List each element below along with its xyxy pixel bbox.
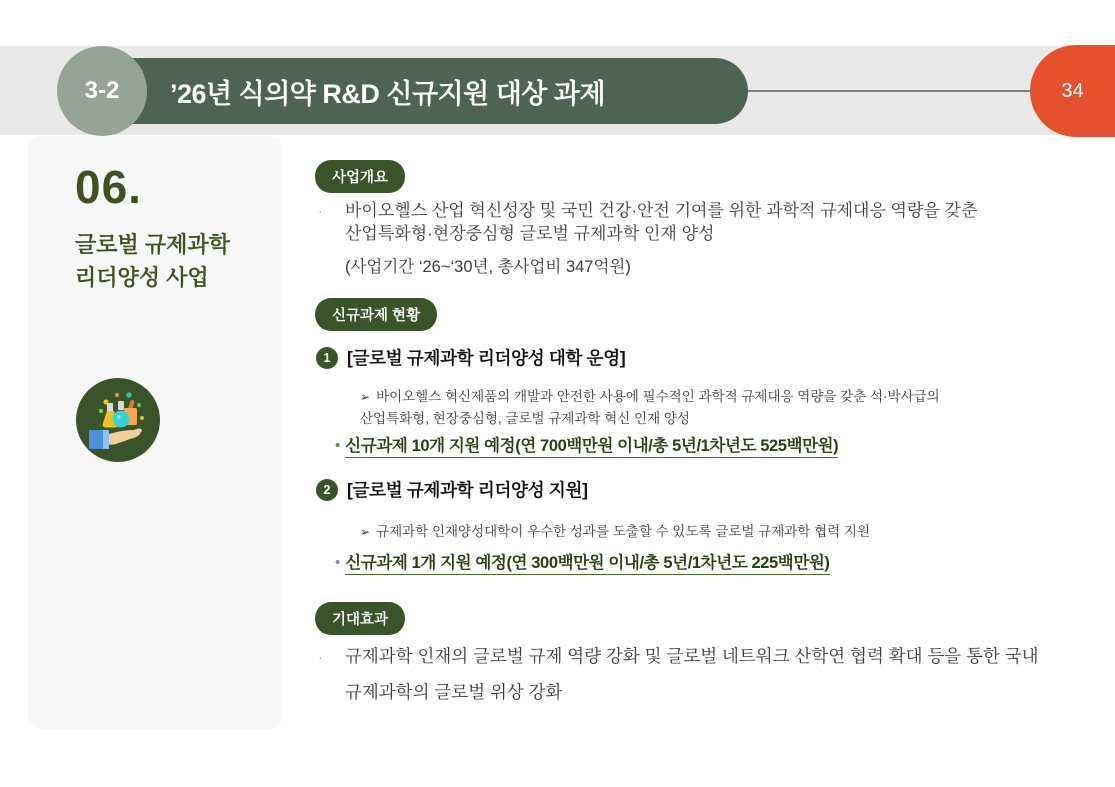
item-number-circle: 2 [316, 479, 338, 501]
project-item-1-detail [360, 386, 1008, 429]
slide-title: ’26년 식의약 R&D 신규지원 대상 과제 [170, 78, 606, 109]
header-connector-line [743, 90, 1033, 92]
bullet-dot: · [318, 203, 323, 219]
program-title [75, 228, 230, 294]
overview-paragraph [318, 199, 1057, 245]
expected-effects-paragraph [318, 638, 1077, 710]
item-title: [글로벌 규제과학 리더양성 지원] [347, 480, 588, 500]
program-index: 06. [75, 161, 142, 213]
detail-text: 규제과학 인재양성대학이 우수한 성과를 도출할 수 있도록 글로벌 규제과학 협력 지원 [376, 524, 871, 539]
arrow-bullet-icon: ➢ [360, 525, 371, 539]
bullet-icon: • [335, 437, 341, 454]
overview-text: 바이오헬스 산업 혁신성장 및 국민 건강·안전 기여를 위한 과학적 규제대응 역량을 갖춘 산업특화형·현장중심형 글로벌 규제과학 인재 양성 [345, 201, 978, 243]
item-title: [글로벌 규제과학 리더양성 대학 운영] [347, 348, 626, 368]
expected-effects-text: 규제과학 인재의 글로벌 규제 역량 강화 및 글로벌 네트워크 산학연 협력 확대 등을 통한 국내 규제과학의 글로벌 위상 강화 [345, 646, 1039, 702]
page-number: 34 [1061, 79, 1084, 102]
arrow-bullet-icon: ➢ [360, 390, 371, 404]
project-item-2 [316, 477, 588, 502]
hand-holding-flasks-icon [76, 378, 160, 462]
item-number-circle: 1 [316, 347, 338, 369]
program-title-line2: 리더양성 사업 [75, 265, 209, 290]
project-item-1-support [335, 432, 838, 456]
support-amount-text: 신규과제 10개 지원 예정(연 700백만원 이내/총 5년/1차년도 525백만원) [345, 437, 838, 458]
sidebar-panel [28, 136, 283, 729]
section-number-badge [57, 46, 147, 136]
section-number-label: 3-2 [84, 77, 120, 104]
program-title-line1: 글로벌 규제과학 [75, 232, 230, 257]
project-item-2-detail [360, 521, 1040, 543]
detail-text: 바이오헬스 혁신제품의 개발과 안전한 사용에 필수적인 과학적 규제대응 역량을 갖춘 석·박사급의 산업특화형, 현장중심형, 글로벌 규제과학 혁신 인재 양성 [360, 389, 940, 426]
project-item-2-support [335, 549, 830, 573]
support-amount-text: 신규과제 1개 지원 예정(연 300백만원 이내/총 5년/1차년도 225백만원) [345, 554, 829, 575]
project-period: (사업기간 ‘26~‘30년, 총사업비 347억원) [345, 258, 631, 276]
slide-header [100, 58, 748, 124]
bullet-icon: • [335, 554, 341, 571]
new-projects-badge: 신규과제 현황 [315, 298, 437, 331]
bullet-dot: · [318, 649, 323, 665]
project-item-1 [316, 345, 625, 370]
overview-badge: 사업개요 [315, 160, 405, 193]
expected-effects-badge: 기대효과 [315, 602, 405, 635]
